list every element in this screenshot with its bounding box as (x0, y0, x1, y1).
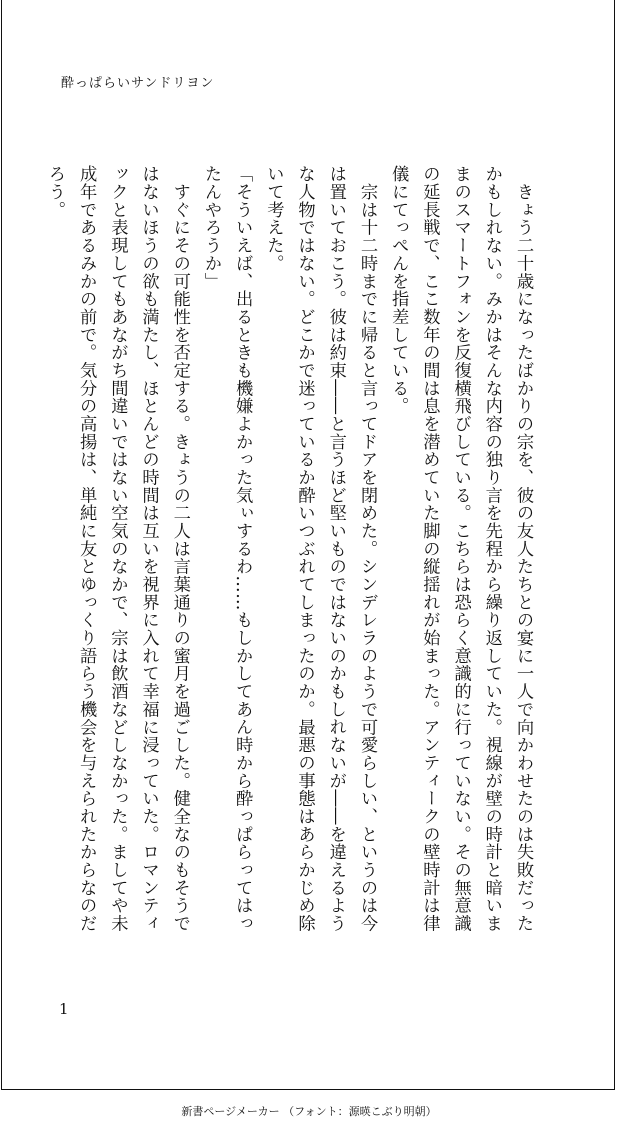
vertical-body-text (39, 165, 538, 935)
paragraph: 「そういえば、出るときも機嫌よかった気ぃするわ……もしかしてあん時から酔っぱらってはったんやろうか」 (200, 165, 253, 933)
paragraph: すぐにその可能性を否定する。きょうの二人は言葉通りの蜜月を過ごした。健全なのもそうではないほうの欲も満たし、ほとんどの時間は互いを視界に入れて幸福に浸っていた。ロマンティックと表現してもあながち間違いではない空気のなかで、宗は飲酒などしなかった。ましてや未成年であるみかの前で。気分の高揚は、単純に友とゆっくり語らう機会を与えられたからなのだろう。 (44, 165, 190, 933)
page-number: 1 (59, 1000, 69, 1018)
paragraph: 宗は十二時までに帰ると言ってドアを閉めた。シンデレラのようで可愛らしい、というのは今は置いておこう。彼は約束――と言うほど堅いものではないのかもしれないが――を違えるような人物ではない。どこかで迷っているか酔いつぶれてしまったのか。最悪の事態はあらかじめ除いて考えた。 (263, 165, 377, 933)
footer-credit: 新書ページメーカー （フォント：源暎こぶり明朝） (181, 1105, 437, 1118)
paragraph: きょう二十歳になったばかりの宗を、彼の友人たちとの宴に一人で向かわせたのは失敗だったかもしれない。みかはそんな内容の独り言を先程から繰り返していた。視線が壁の時計と暗いままのスマートフォンを反復横飛びしている。こちらは恐らく意識的に行っていない。その無意識の延長戦で、ここ数年の間は息を潜めていた脚の縦揺れが始まった。アンティークの壁時計は律儀にてっぺんを指差している。 (388, 165, 533, 933)
running-title: 酔っぱらいサンドリヨン (61, 76, 215, 91)
